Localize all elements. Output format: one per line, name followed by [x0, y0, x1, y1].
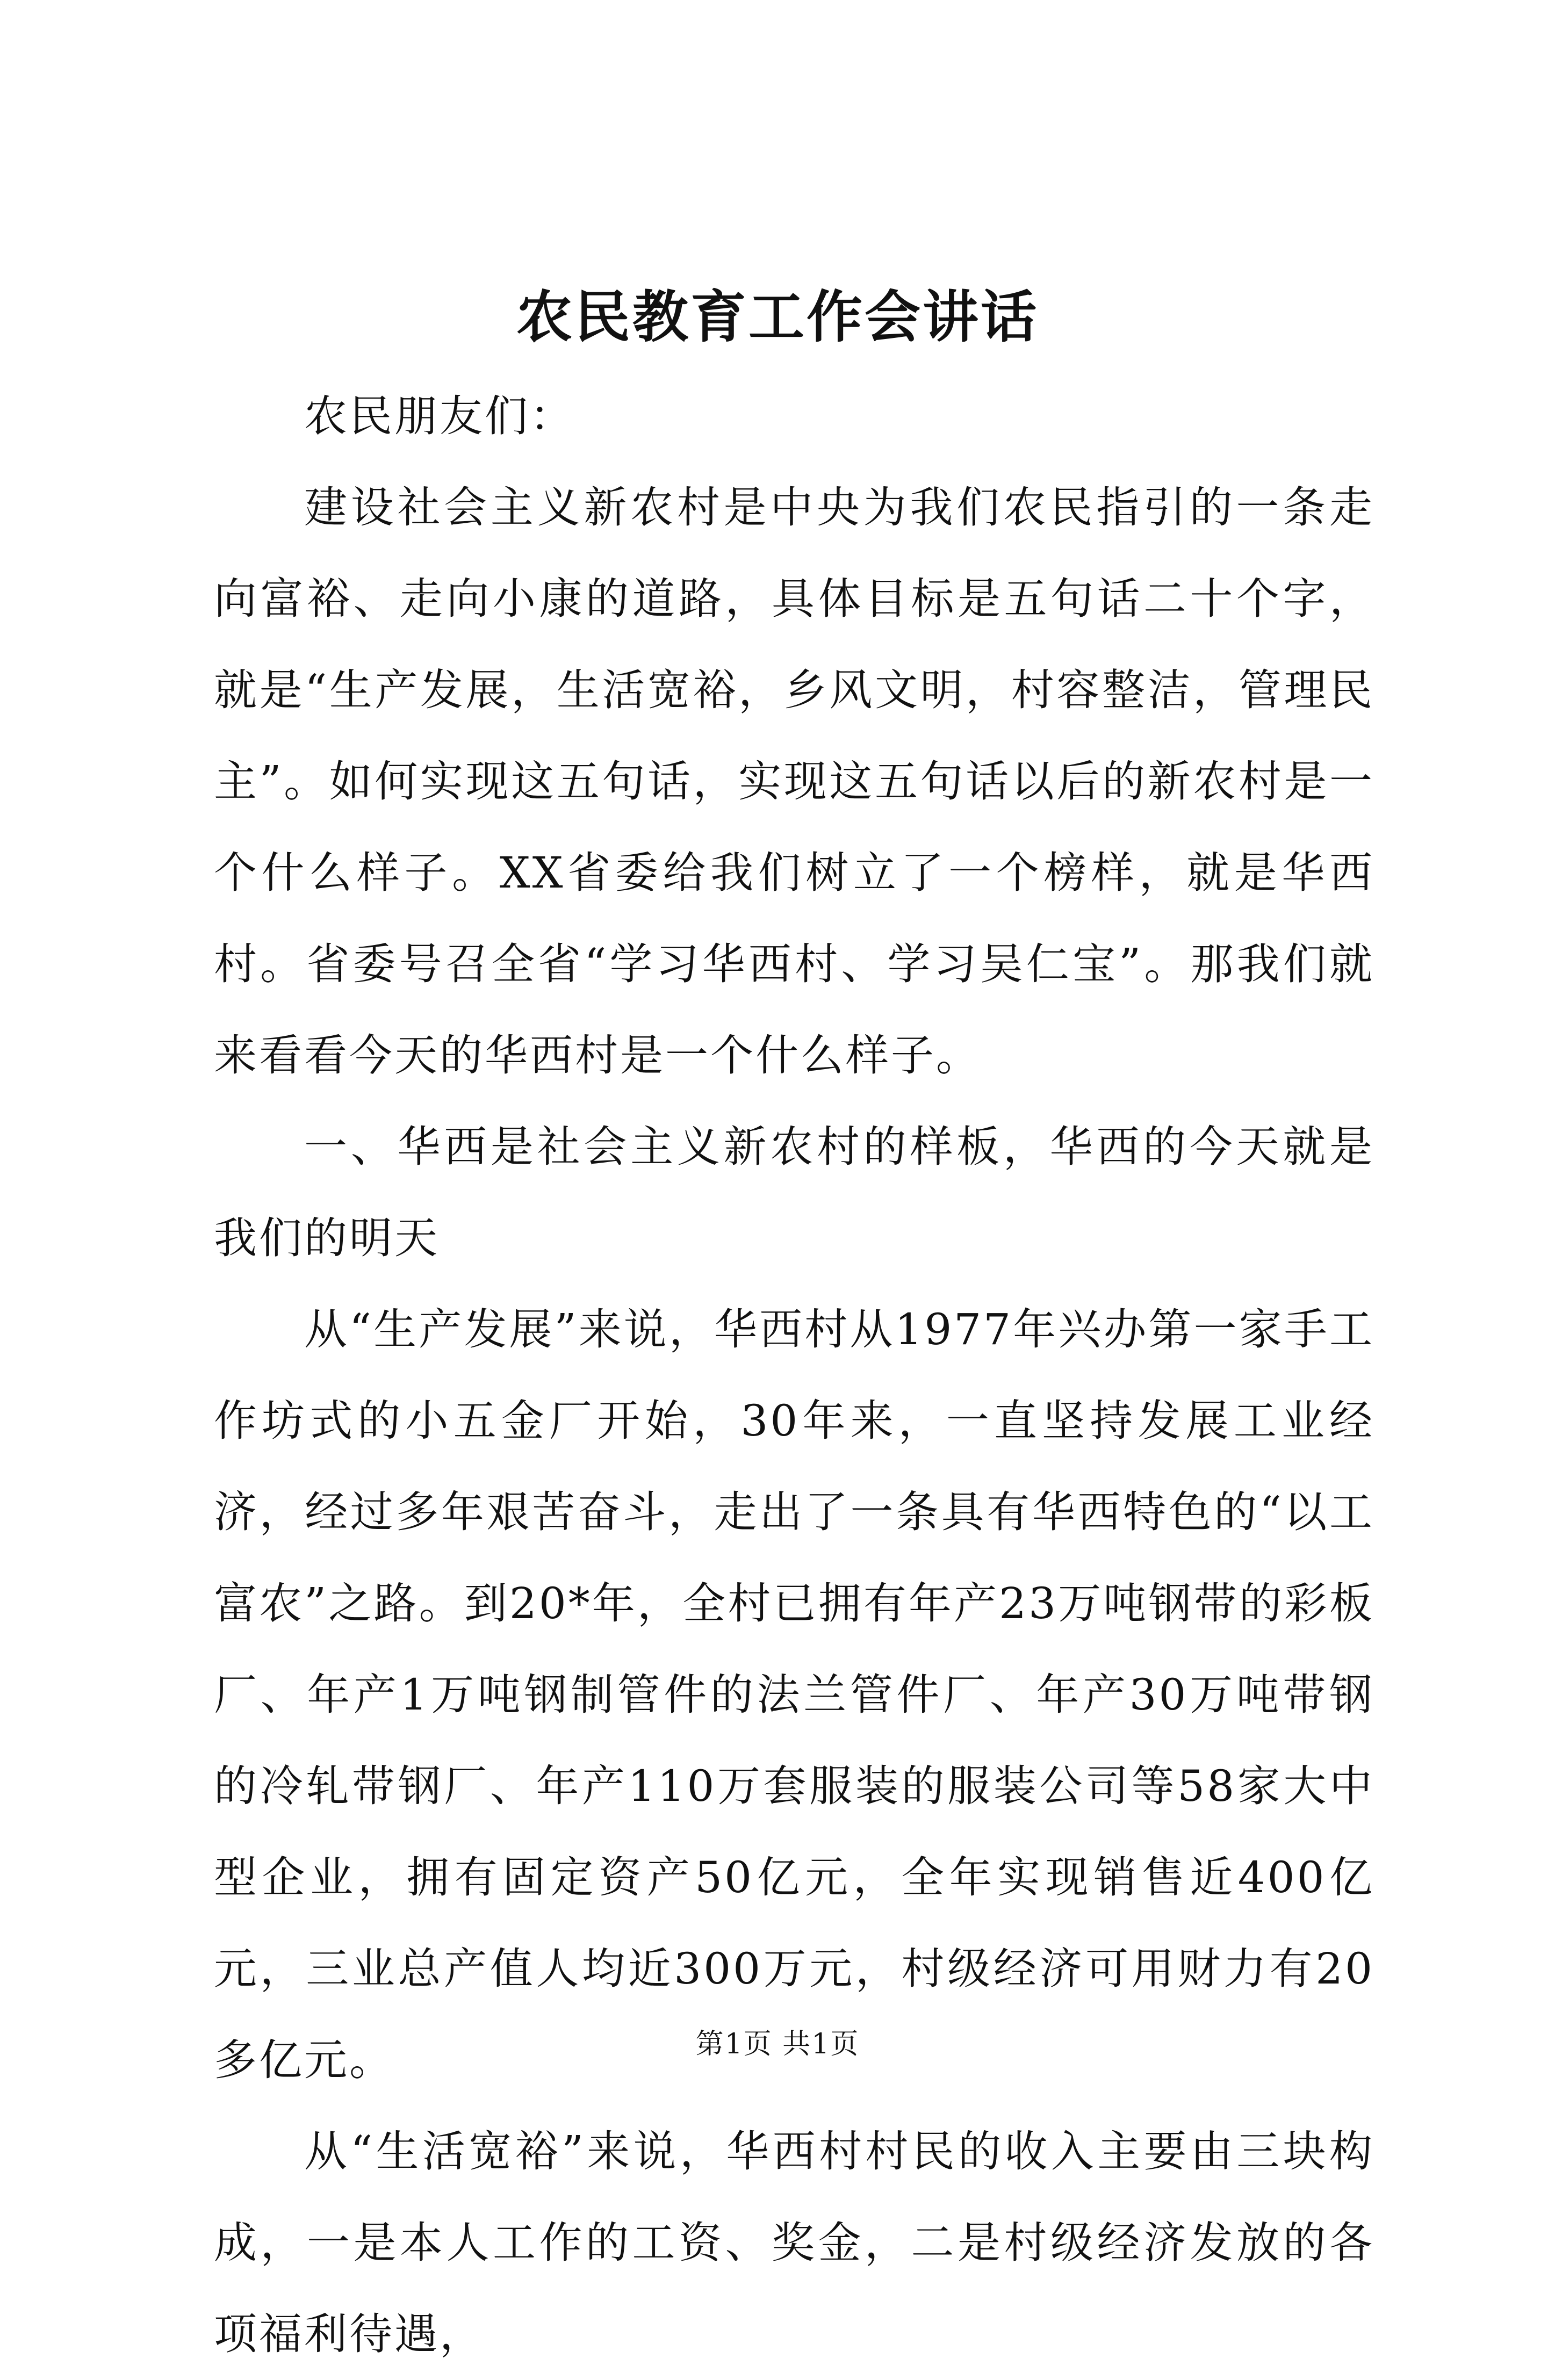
- salutation-paragraph: 农民朋友们：: [304, 391, 575, 441]
- section-heading-paragraph: 一、华西是社会主义新农村的样板，华西的今天就是我们的明天: [214, 1122, 1374, 1263]
- intro-paragraph: 建设社会主义新农村是中央为我们农民指引的一条走向富裕、走向小康的道路，具体目标是五句话二十个字，就是“生产发展，生活宽裕，乡风文明，村容整洁，管理民主”。如何实现这五句话，实现这五句话以后的新农村是一个什么样子。XX省委给我们树立了一个榜样，就是华西村。省委号召全省“学习华西村、学习吴仁宝”。那我们就来看看今天的华西村是一个什么样子。: [214, 482, 1374, 1080]
- document-body: [214, 371, 1374, 2380]
- page-footer: 第1页 共1页: [695, 2028, 860, 2060]
- production-paragraph: 从“生产发展”来说，华西村从1977年兴办第一家手工作坊式的小五金厂开始，30年来，一直坚持发展工业经济，经过多年艰苦奋斗，走出了一条具有华西特色的“以工富农”之路。到20*年，全村已拥有年产23万吨钢带的彩板厂、年产1万吨钢制管件的法兰管件厂、年产30万吨带钢的冷轧带钢厂、年产110万套服装的服装公司等58家大中型企业，拥有固定资产50亿元，全年实现销售近400亿元，三业总产值人均近300万元，村级经济可用财力有20多亿元。: [214, 1304, 1374, 2085]
- document-title: 农民教育工作会讲话: [516, 284, 1039, 350]
- living-paragraph: 从“生活宽裕”来说，华西村村民的收入主要由三块构成，一是本人工作的工资、奖金，二是村级经济发放的各项福利待遇，: [214, 2126, 1374, 2359]
